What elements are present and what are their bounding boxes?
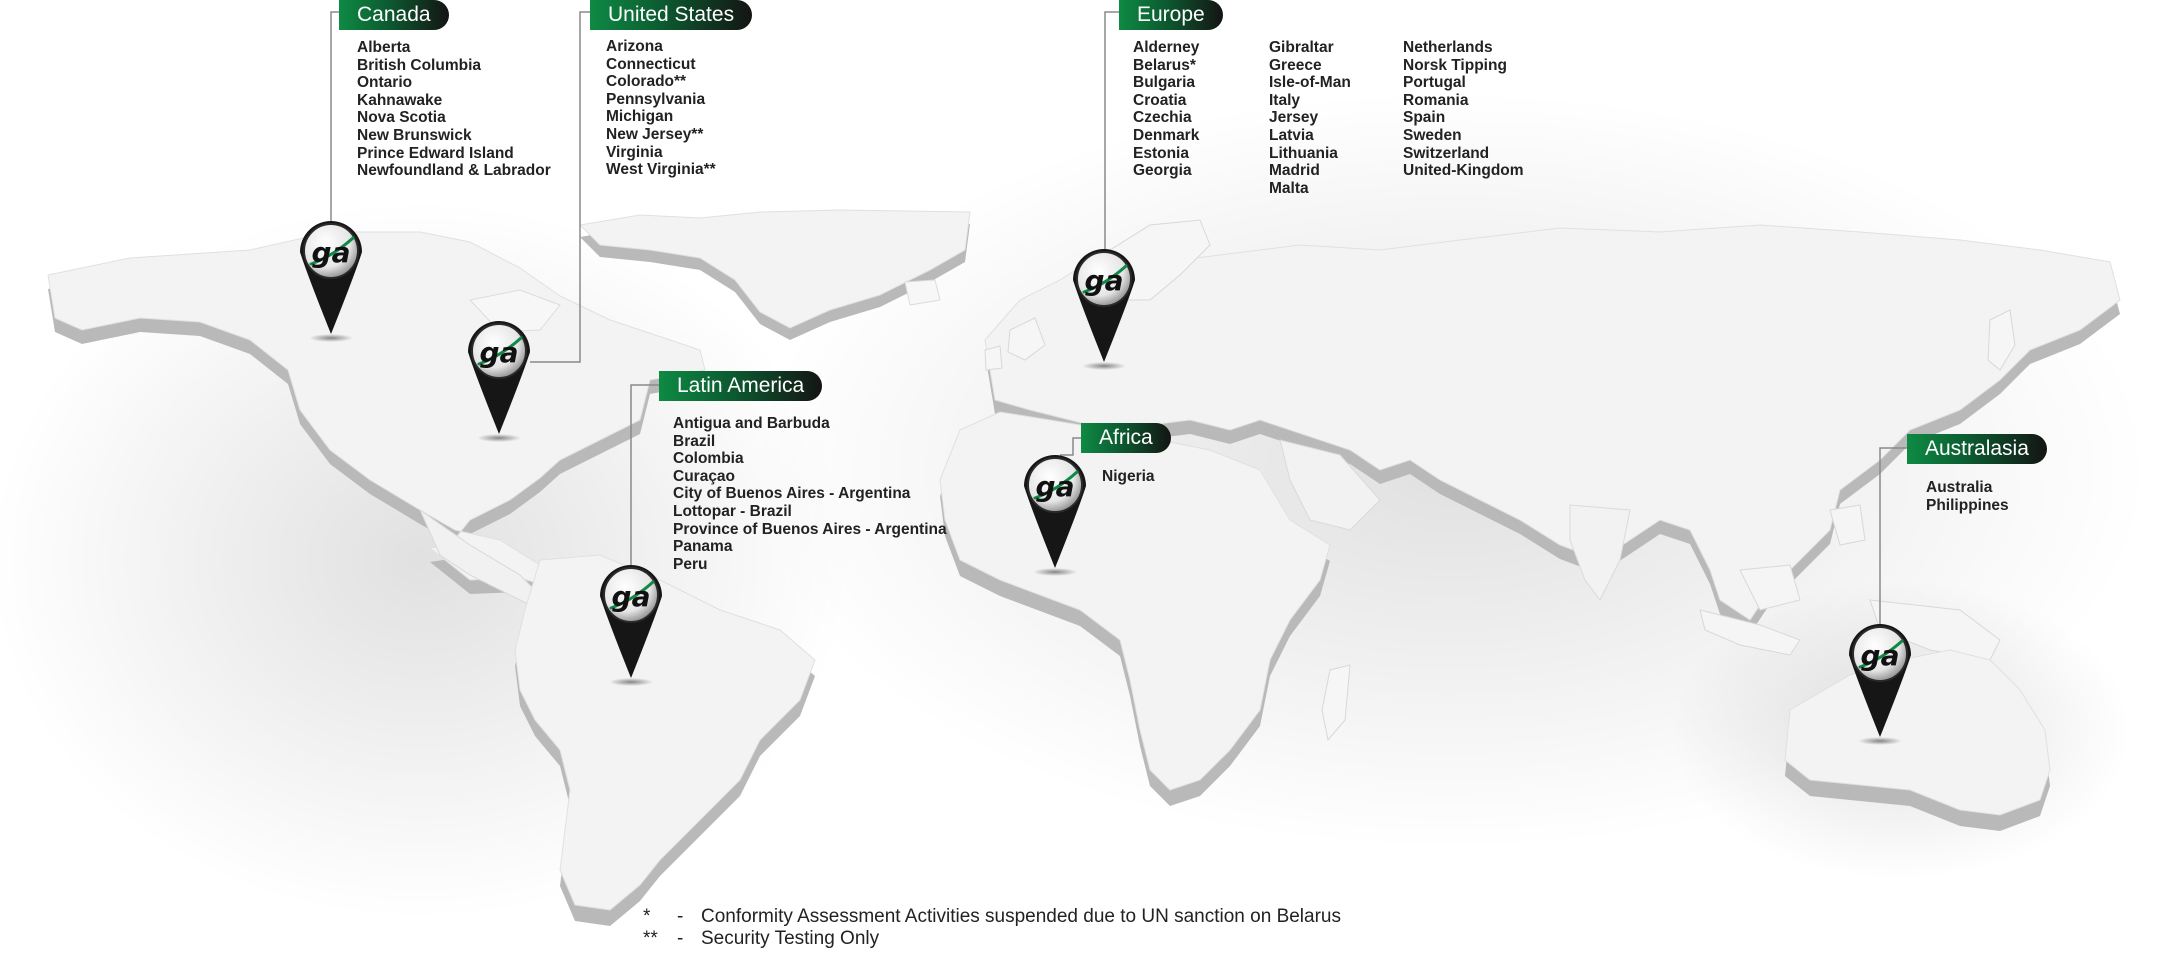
list-item: Georgia [1133, 162, 1192, 180]
europe-list-col3 [1403, 39, 1524, 180]
list-item: New Jersey** [606, 125, 704, 143]
list-item: Ontario [357, 74, 413, 92]
footnote-text: Conformity Assessment Activities suspended due to UN sanction on Belarus [701, 906, 1341, 927]
list-item: Kahnawake [357, 91, 443, 109]
list-item: Malta [1269, 179, 1309, 197]
list-item: Latvia [1269, 126, 1314, 144]
list-item: Netherlands [1403, 39, 1493, 56]
footnote-1 [643, 906, 1341, 928]
list-item: Lottopar - Brazil [673, 502, 792, 520]
list-item: Colorado** [606, 73, 687, 91]
list-item: Peru [673, 555, 708, 573]
list-item: West Virginia** [606, 161, 716, 179]
europe-list-col2 [1269, 39, 1351, 197]
list-item: Connecticut [606, 55, 696, 73]
list-item: Jersey [1269, 109, 1319, 127]
africa-list [1102, 468, 1155, 486]
region-label-australasia: Australasia [1907, 434, 2047, 464]
region-label-latin-america: Latin America [659, 371, 822, 401]
list-item: Arizona [606, 38, 663, 55]
list-item: Estonia [1133, 144, 1189, 162]
pin-logo-text: ga [311, 236, 351, 269]
footnote-symbol: ** [643, 928, 658, 949]
europe-list-col1 [1133, 39, 1199, 180]
list-item: Colombia [673, 450, 744, 468]
list-item: Bulgaria [1133, 74, 1196, 92]
list-item: Australia [1926, 479, 1993, 496]
list-item: United-Kingdom [1403, 162, 1524, 180]
list-item: Philippines [1926, 496, 2009, 514]
region-label-canada: Canada [339, 0, 449, 30]
list-item: Nigeria [1102, 468, 1155, 485]
region-label-europe: Europe [1119, 0, 1223, 30]
pin-logo-text: ga [611, 580, 651, 613]
list-item: Pennsylvania [606, 90, 706, 108]
list-item: Madrid [1269, 162, 1320, 180]
list-item: Switzerland [1403, 144, 1490, 162]
list-item: Virginia [606, 143, 663, 161]
region-label-united-states: United States [590, 0, 752, 30]
united-states-list [606, 38, 716, 179]
list-item: Gibraltar [1269, 39, 1334, 56]
pin-logo-text: ga [1035, 470, 1075, 503]
list-item: Alberta [357, 39, 411, 56]
list-item: Isle-of-Man [1269, 74, 1351, 92]
footnote-symbol: * [643, 906, 651, 927]
list-item: British Columbia [357, 56, 482, 74]
list-item: Portugal [1403, 74, 1466, 92]
list-item: Sweden [1403, 126, 1462, 144]
list-item: Alderney [1133, 39, 1200, 56]
latin-america-list [673, 415, 947, 573]
footnote-text: Security Testing Only [701, 928, 880, 949]
list-item: Belarus* [1133, 56, 1196, 74]
footnote-2 [643, 928, 879, 950]
list-item: Brazil [673, 432, 716, 450]
list-item: Curaçao [673, 467, 736, 485]
canada-list [357, 39, 551, 180]
list-item: Croatia [1133, 91, 1187, 109]
list-item: Italy [1269, 91, 1301, 109]
list-item: Greece [1269, 56, 1322, 74]
list-item: New Brunswick [357, 126, 472, 144]
list-item: Panama [673, 538, 733, 556]
list-item: Province of Buenos Aires - Argentina [673, 520, 947, 538]
list-item: Czechia [1133, 109, 1192, 127]
list-item: Michigan [606, 108, 674, 126]
list-item: Romania [1403, 91, 1469, 109]
pin-logo-text: ga [1860, 639, 1900, 672]
pin-logo-text: ga [479, 336, 519, 369]
list-item: Denmark [1133, 126, 1200, 144]
list-item: Spain [1403, 109, 1446, 127]
list-item: Nova Scotia [357, 109, 446, 127]
list-item: Antigua and Barbuda [673, 415, 830, 432]
footnote-dash: - [677, 928, 684, 949]
list-item: Prince Edward Island [357, 144, 514, 162]
list-item: Newfoundland & Labrador [357, 162, 551, 180]
list-item: City of Buenos Aires - Argentina [673, 485, 911, 503]
footnote-dash: - [677, 906, 684, 927]
list-item: Lithuania [1269, 144, 1338, 162]
pin-logo-text: ga [1084, 264, 1124, 297]
australasia-list [1926, 479, 2009, 514]
region-label-africa: Africa [1081, 423, 1171, 453]
list-item: Norsk Tipping [1403, 56, 1507, 74]
